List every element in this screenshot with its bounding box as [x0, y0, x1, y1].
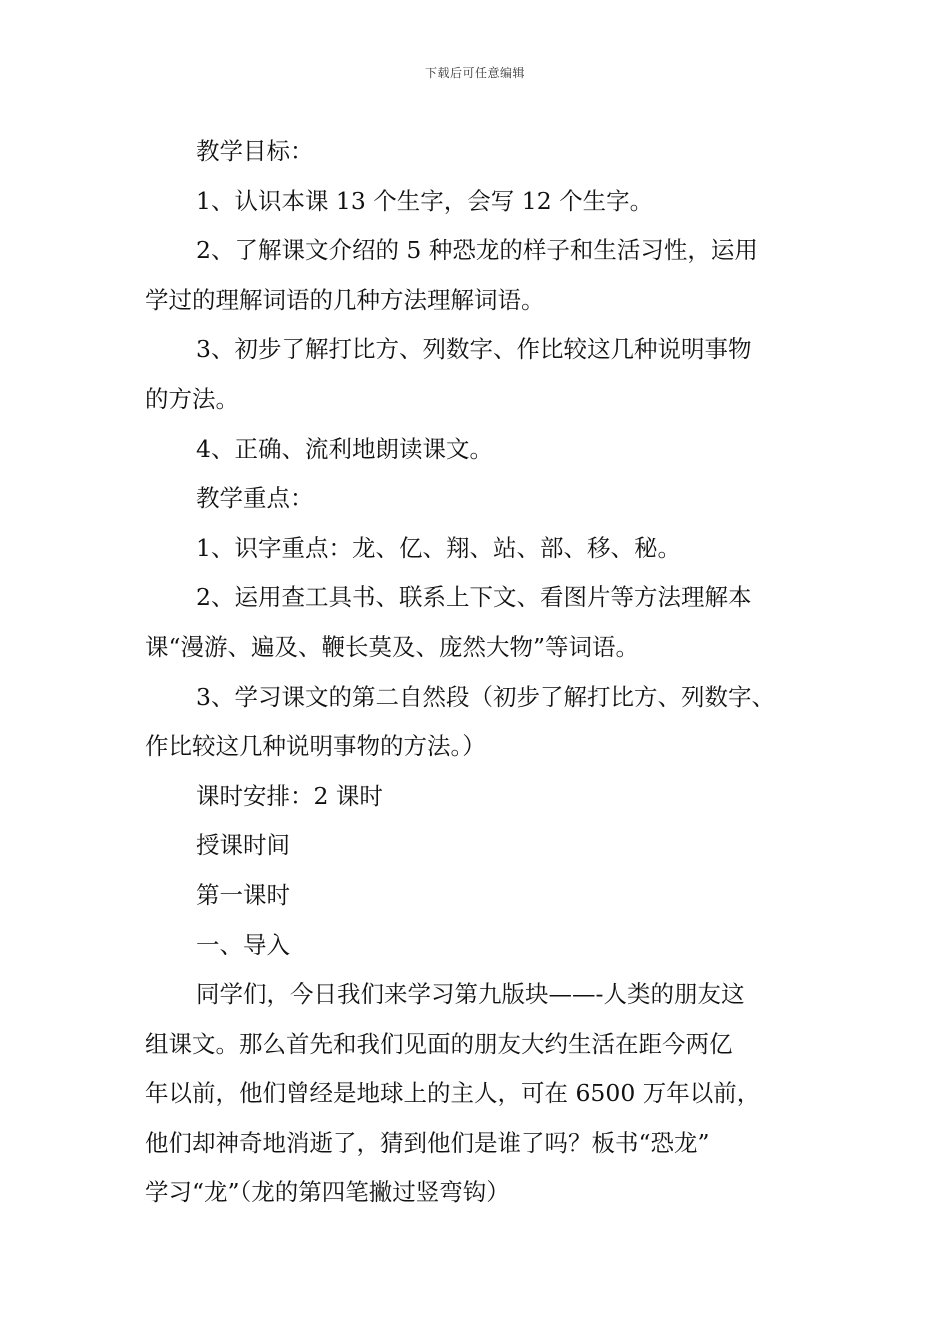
text-line: 一、导入 — [196, 930, 290, 959]
text-line: 同学们，今日我们来学习第九版块——-人类的朋友这 — [196, 980, 745, 1009]
text-line: 他们却神奇地消逝了，猜到他们是谁了吗？板书“恐龙” — [145, 1128, 710, 1157]
text-line: 教学重点： — [196, 484, 314, 513]
text-line: 1、识字重点：龙、亿、翔、站、部、移、秘。 — [196, 533, 681, 562]
text-line: 1、认识本课 13 个生字，会写 12 个生字。 — [196, 186, 654, 215]
text-line: 的方法。 — [145, 384, 239, 413]
text-line: 组课文。那么首先和我们见面的朋友大约生活在距今两亿 — [145, 1029, 733, 1058]
text-line: 学习“龙”（龙的第四笔撇过竖弯钩） — [145, 1178, 510, 1207]
text-line: 课时安排：2 课时 — [196, 781, 383, 810]
text-line: 3、学习课文的第二自然段（初步了解打比方、列数字、 — [196, 682, 775, 711]
document-body — [145, 127, 825, 1218]
text-line: 2、运用查工具书、联系上下文、看图片等方法理解本 — [196, 583, 752, 612]
text-line: 年以前，他们曾经是地球上的主人，可在 6500 万年以前， — [145, 1079, 761, 1108]
text-line: 学过的理解词语的几种方法理解词语。 — [145, 285, 545, 314]
page-header: 下载后可任意编辑 — [424, 66, 525, 80]
text-line: 4、正确、流利地朗读课文。 — [196, 434, 493, 463]
text-line: 作比较这几种说明事物的方法。） — [145, 732, 486, 761]
text-line: 3、初步了解打比方、列数字、作比较这几种说明事物 — [196, 335, 752, 364]
text-line: 教学目标： — [196, 137, 314, 165]
text-line: 授课时间 — [196, 831, 290, 860]
text-line: 2、了解课文介绍的 5 种恐龙的样子和生活习性，运用 — [196, 236, 758, 265]
text-line: 第一课时 — [196, 880, 290, 909]
text-line: 课“漫游、遍及、鞭长莫及、庞然大物”等词语。 — [145, 632, 640, 661]
